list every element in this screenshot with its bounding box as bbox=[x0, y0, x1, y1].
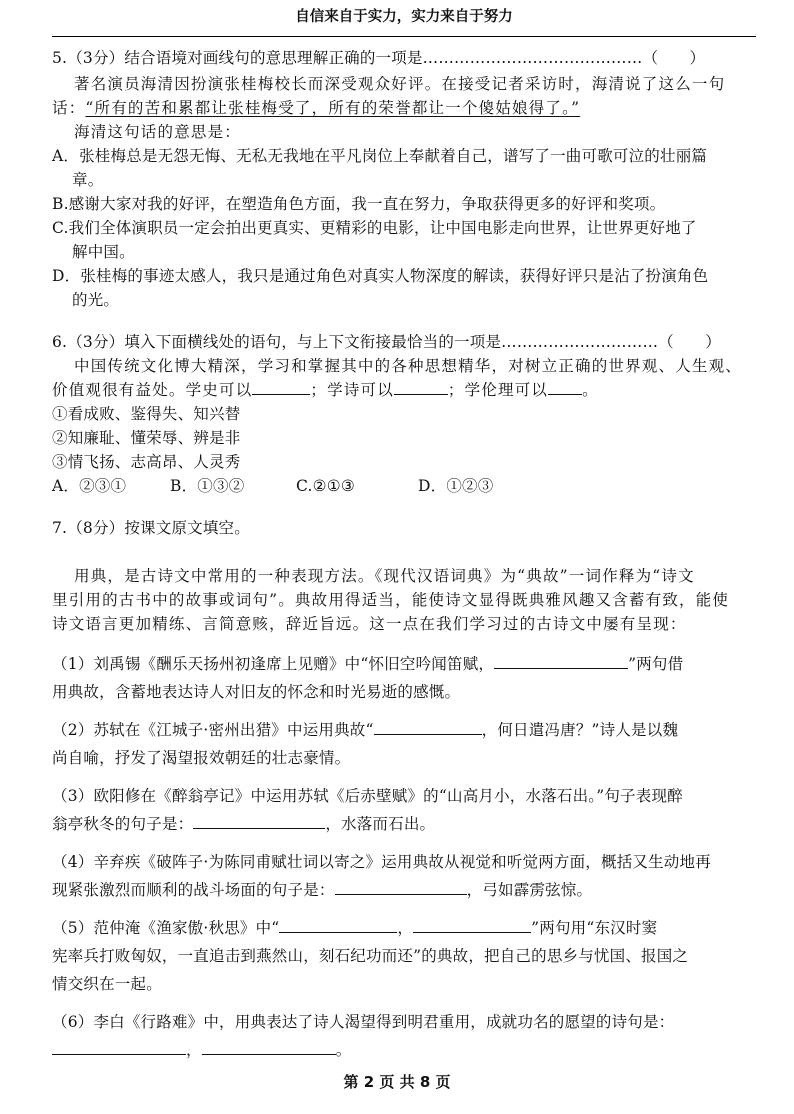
q7-s2-blank[interactable] bbox=[374, 720, 482, 735]
q6-item-2: ②知廉耻、懂荣辱、辨是非 bbox=[52, 429, 241, 447]
q7-s6-comma: ， bbox=[186, 1041, 202, 1059]
q7-s5-text-end: ”两句用“东汉时窦 bbox=[531, 919, 658, 937]
q6-text-part-history: 价值观很有益处。学史可以 bbox=[52, 381, 253, 399]
q7-s6-blank-1[interactable] bbox=[52, 1040, 186, 1055]
q7-s5-comma: ， bbox=[397, 919, 414, 937]
q6-blank-2[interactable] bbox=[394, 380, 448, 395]
q7-s4-text: 现紧张激烈而顺利的战斗场面的句子是： bbox=[52, 881, 335, 899]
q6-text-line-1: 中国传统文化博大精深，学习和掌握其中的各种思想精华，对树立正确的世界观、人生观、 bbox=[74, 357, 743, 375]
q7-s1-text-end: ”两句借 bbox=[628, 655, 684, 673]
q7-s5-text: （5）范仲淹《渔家傲·秋思》中“ bbox=[52, 919, 280, 937]
q7-s5-line-1 bbox=[52, 916, 657, 938]
q7-s1-text: （1）刘禹锡《酬乐天扬州初逢席上见赠》中“怀旧空吟闻笛赋， bbox=[52, 655, 495, 673]
q5-passage-line-1: 著名演员海清因扮演张桂梅校长而深受观众好评。在接受记者采访时，海清说了这么一句 bbox=[74, 75, 726, 93]
q7-s4-blank[interactable] bbox=[335, 880, 467, 895]
q7-s2-line-1 bbox=[52, 718, 678, 740]
q7-s6-blank-2[interactable] bbox=[202, 1040, 336, 1055]
q6-blank-3[interactable] bbox=[548, 380, 582, 395]
q6-item-3: ③情飞扬、志高昂、人灵秀 bbox=[52, 453, 241, 471]
q5-option-a-cont: 章。 bbox=[72, 171, 104, 189]
q5-underlined-sentence: “所有的苦和累都让张桂梅受了，所有的荣誉都让一个傻姑娘得了。” bbox=[85, 99, 581, 117]
q5-option-d-cont: 的光。 bbox=[72, 291, 120, 309]
q7-s3-blank[interactable] bbox=[193, 814, 325, 829]
q7-intro-line-3: 诗文语言更加精练、言简意赅，辞近旨远。这一点在我们学习过的古诗文中屡有呈现： bbox=[52, 615, 687, 633]
q5-lead: 海清这句话的意思是： bbox=[74, 123, 242, 141]
q7-s1-blank[interactable] bbox=[494, 654, 628, 669]
q7-s6-line-2 bbox=[52, 1038, 351, 1060]
q7-s4-line-2 bbox=[52, 878, 592, 900]
q6-option-c: C.②①③ bbox=[296, 477, 355, 495]
q7-stem: 7.（8分）按课文原文填空。 bbox=[52, 519, 250, 537]
q7-s6-line-1: （6）李白《行路难》中，用典表达了诗人渴望得到明君重用，成就功名的愿望的诗句是： bbox=[52, 1013, 675, 1031]
q7-s3-text: 翁亭秋冬的句子是： bbox=[52, 815, 194, 833]
page-header: 自信来自于实力，实力来自于努力 bbox=[52, 0, 756, 37]
q7-s5-blank-2[interactable] bbox=[413, 918, 531, 933]
q7-s2-text-end: ，何日遣冯唐？”诗人是以魏 bbox=[481, 721, 679, 739]
q6-stem: 6.（3分）填入下面横线处的语句，与上下文衔接最恰当的一项是…………………………（ ） bbox=[52, 333, 721, 351]
q6-text-line-2 bbox=[52, 378, 599, 400]
q5-option-d: D．张桂梅的事迹太感人，我只是通过角色对真实人物深度的解读，获得好评只是沾了扮演角色 bbox=[52, 267, 709, 285]
page-number: 第 2 页 共 8 页 bbox=[343, 1073, 451, 1091]
q6-option-d: D．①②③ bbox=[418, 477, 494, 495]
q7-intro-line-2: 里引用的古书中的故事或词句”。典故用得适当，能使诗文显得既典雅风趣又含蓄有致，能使 bbox=[52, 591, 730, 609]
q7-intro-line-1: 用典，是古诗文中常用的一种表现方法。《现代汉语词典》为“典故”一词作释为“诗文 bbox=[74, 567, 695, 585]
q6-item-1: ①看成败、鉴得失、知兴替 bbox=[52, 405, 241, 423]
q7-s2-line-2: 尚自喻，抒发了渴望报效朝廷的壮志豪情。 bbox=[52, 749, 351, 767]
q5-option-c: C.我们全体演职员一定会拍出更真实、更精彩的电影，让中国电影走向世界，让世界更好地了 bbox=[52, 219, 697, 237]
q6-text-end: 。 bbox=[582, 381, 599, 399]
q7-s1-line-1 bbox=[52, 652, 683, 674]
q7-s2-text: （2）苏轼在《江城子·密州出猎》中运用典故“ bbox=[52, 721, 374, 739]
q6-option-a: A．②③① bbox=[52, 477, 127, 495]
q5-option-c-cont: 解中国。 bbox=[72, 243, 135, 261]
q6-blank-1[interactable] bbox=[252, 380, 310, 395]
q5-passage-prefix: 话： bbox=[52, 99, 86, 117]
q7-s5-blank-1[interactable] bbox=[279, 918, 397, 933]
q5-stem: 5.（3分）结合语境对画线句的意思理解正确的一项是……………………………………（ ） bbox=[52, 49, 706, 67]
q7-s6-end: 。 bbox=[335, 1041, 352, 1059]
q5-option-b: B.感谢大家对我的好评，在塑造角色方面，我一直在努力，争取获得更多的好评和奖项。 bbox=[52, 195, 666, 213]
q7-s4-text-end: ，弓如霹雳弦惊。 bbox=[466, 881, 593, 899]
q7-s3-text-end: ，水落而石出。 bbox=[325, 815, 436, 833]
q6-options bbox=[52, 474, 493, 496]
q7-s5-line-2: 宪率兵打败匈奴，一直追击到燕然山，刻石纪功而还”的典故，把自己的思乡与忧国、报国之 bbox=[52, 947, 689, 965]
q7-s3-line-2 bbox=[52, 812, 435, 834]
q7-s4-line-1: （4）辛弃疾《破阵子·为陈同甫赋壮词以寄之》运用典故从视觉和听觉两方面，概括又生动地再 bbox=[52, 853, 711, 871]
q6-text-part-poetry: ；学诗可以 bbox=[310, 381, 394, 399]
q7-s5-line-3: 情交织在一起。 bbox=[52, 975, 162, 993]
q7-s3-line-1: （3）欧阳修在《醉翁亭记》中运用苏轼《后赤壁赋》的“山高月小，水落石出。”句子表现醉 bbox=[52, 787, 683, 805]
q6-option-b: B．①③② bbox=[170, 477, 245, 495]
q6-text-part-ethics: ；学伦理可以 bbox=[447, 381, 549, 399]
q7-s1-line-2: 用典故，含蓄地表达诗人对旧友的怀念和时光易逝的感慨。 bbox=[52, 683, 461, 701]
q5-option-a: A．张桂梅总是无怨无悔、无私无我地在平凡岗位上奉献着自己，谱写了一曲可歌可泣的壮丽篇 bbox=[52, 147, 708, 165]
q5-passage-line-2 bbox=[52, 96, 580, 118]
